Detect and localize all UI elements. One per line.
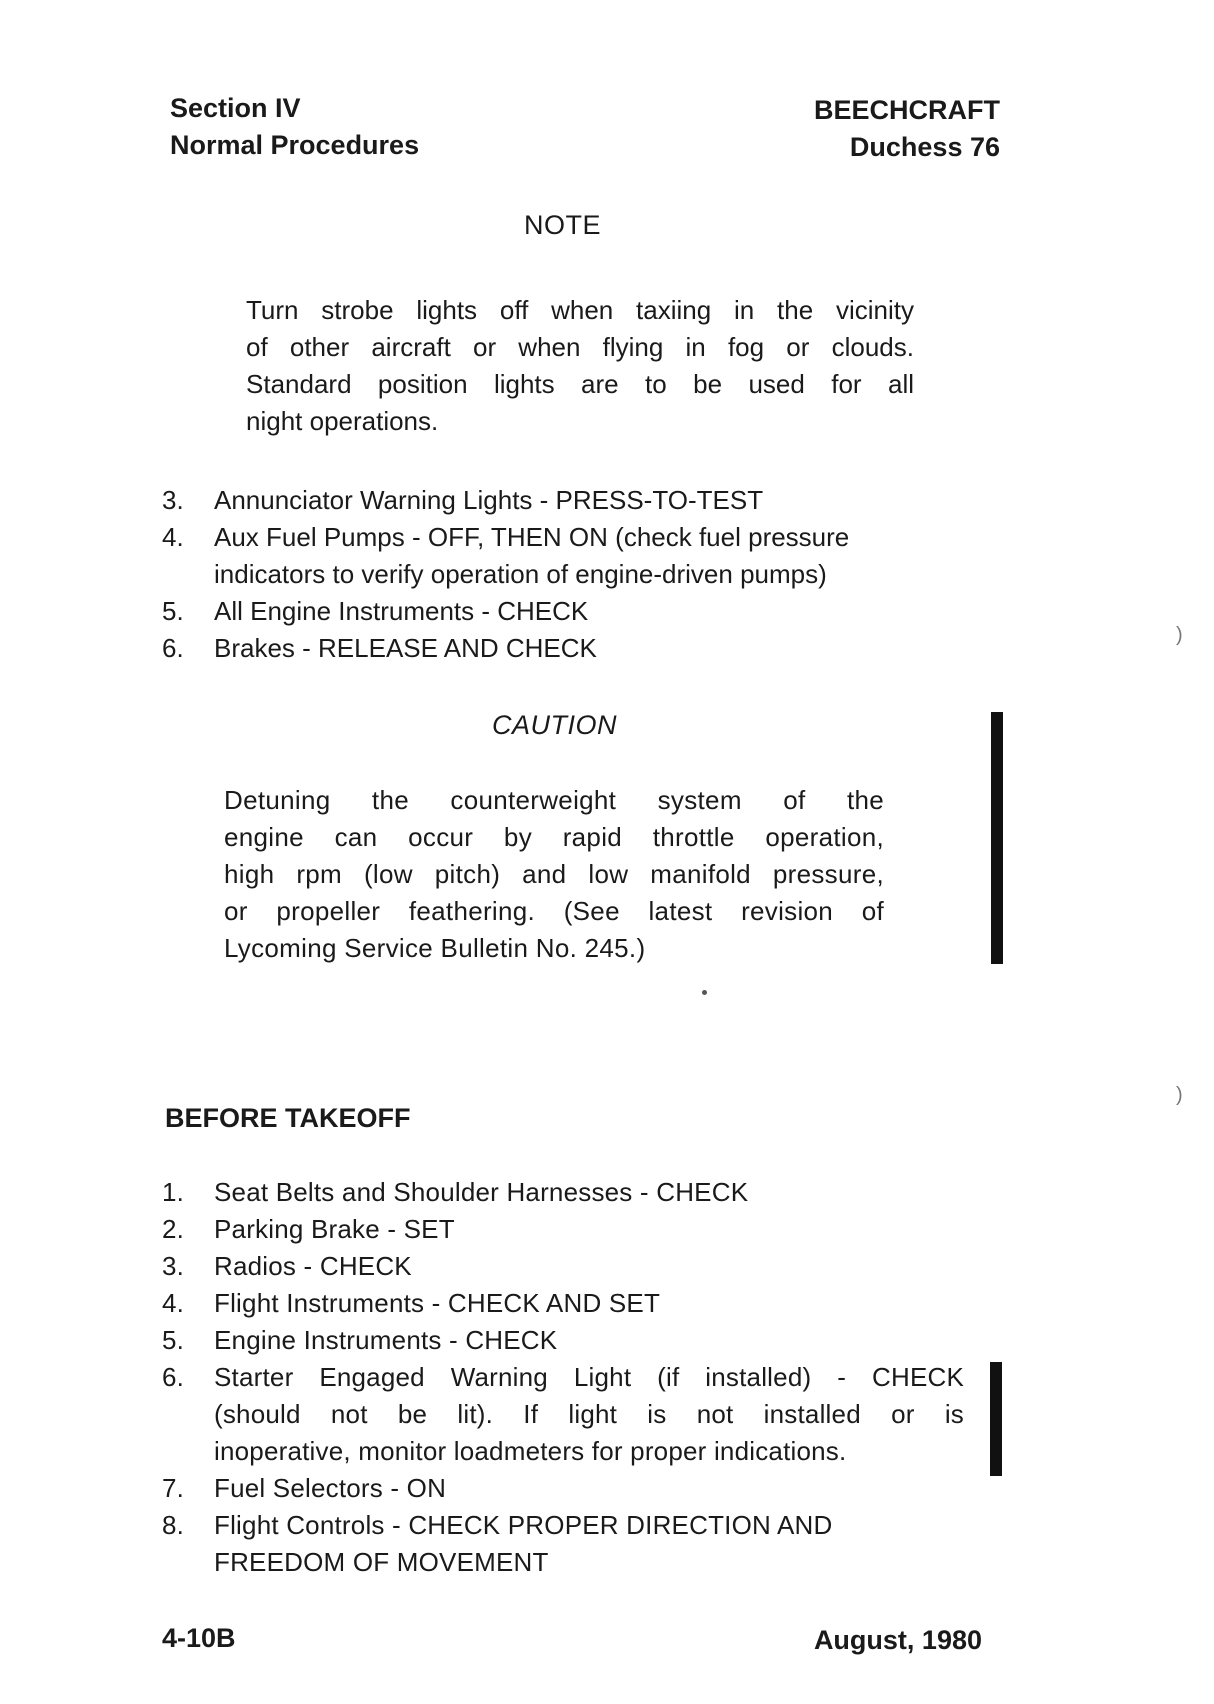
revision-bar <box>991 712 1003 964</box>
list-item <box>162 1507 992 1581</box>
scan-speck <box>702 990 707 995</box>
list-item <box>162 1285 992 1322</box>
item-number: 3. <box>162 1251 185 1281</box>
revision-date: August, 1980 <box>813 1625 982 1655</box>
section-header <box>170 90 419 164</box>
aircraft-model: Duchess 76 <box>849 132 1000 162</box>
item-text: Annunciator Warning Lights - PRESS-TO-TEST <box>214 485 764 515</box>
item-number: 1. <box>162 1177 185 1207</box>
caution-line: Lycoming Service Bulletin No. 245.) <box>224 933 646 963</box>
item-number: 5. <box>162 1325 185 1355</box>
before-takeoff-heading: BEFORE TAKEOFF <box>165 1103 411 1133</box>
list-item <box>162 1174 992 1211</box>
item-number: 2. <box>162 1214 185 1244</box>
list-item <box>162 1211 992 1248</box>
list-item <box>162 1248 992 1285</box>
item-text: Fuel Selectors - ON <box>214 1473 447 1503</box>
note-line: Standard position lights are to be used for all <box>246 369 914 399</box>
item-number: 7. <box>162 1473 185 1503</box>
item-number: 4. <box>162 522 184 552</box>
list-item <box>162 1359 992 1470</box>
item-text: Engine Instruments - CHECK <box>214 1325 558 1355</box>
item-number: 8. <box>162 1510 185 1540</box>
before-takeoff-checklist <box>162 1174 992 1581</box>
item-text: Seat Belts and Shoulder Harnesses - CHECK <box>214 1177 749 1207</box>
item-text: inoperative, monitor loadmeters for proper indications. <box>214 1436 847 1466</box>
item-text: Flight Controls - CHECK PROPER DIRECTION AND <box>214 1510 833 1540</box>
list-item <box>162 519 992 593</box>
section-subtitle: Normal Procedures <box>170 130 420 160</box>
list-item <box>162 482 992 519</box>
caution-line: engine can occur by rapid throttle operation, <box>224 822 884 852</box>
margin-mark: ) <box>1176 624 1183 646</box>
item-text: Parking Brake - SET <box>214 1214 455 1244</box>
list-item <box>162 593 992 630</box>
checklist-continued <box>162 482 992 667</box>
item-text: (should not be lit). If light is not installed or is <box>214 1399 964 1429</box>
caution-title: CAUTION <box>492 710 617 740</box>
note-line: night operations. <box>246 406 439 436</box>
note-title: NOTE <box>524 210 602 240</box>
revision-bar <box>990 1362 1002 1476</box>
aircraft-header <box>814 92 1000 166</box>
note-line: Turn strobe lights off when taxiing in the vicinity <box>246 295 914 325</box>
item-text: Brakes - RELEASE AND CHECK <box>214 633 597 663</box>
note-body <box>246 292 914 440</box>
page-number: 4-10B <box>162 1623 236 1653</box>
caution-line: Detuning the counterweight system of the <box>224 785 884 815</box>
list-item <box>162 1322 992 1359</box>
caution-body <box>224 782 884 967</box>
item-text: All Engine Instruments - CHECK <box>214 596 589 626</box>
item-number: 6. <box>162 633 184 663</box>
caution-line: high rpm (low pitch) and low manifold pressure, <box>224 859 884 889</box>
item-text: Radios - CHECK <box>214 1251 412 1281</box>
item-text: Starter Engaged Warning Light (if installed) - CHECK <box>214 1362 964 1392</box>
item-text: indicators to verify operation of engine-driven pumps) <box>214 559 827 589</box>
item-text: Flight Instruments - CHECK AND SET <box>214 1288 661 1318</box>
list-item <box>162 1470 992 1507</box>
manufacturer-name: BEECHCRAFT <box>814 95 1000 125</box>
section-title: Section IV <box>170 93 301 123</box>
item-number: 3. <box>162 485 184 515</box>
list-item <box>162 630 992 667</box>
item-number: 6. <box>162 1362 185 1392</box>
item-number: 5. <box>162 596 184 626</box>
caution-line: or propeller feathering. (See latest revision of <box>224 896 884 926</box>
item-number: 4. <box>162 1288 185 1318</box>
item-text: Aux Fuel Pumps - OFF, THEN ON (check fuel pressure <box>214 522 850 552</box>
margin-mark: ) <box>1176 1084 1183 1106</box>
item-text: FREEDOM OF MOVEMENT <box>214 1547 549 1577</box>
note-line: of other aircraft or when flying in fog or clouds. <box>246 332 914 362</box>
